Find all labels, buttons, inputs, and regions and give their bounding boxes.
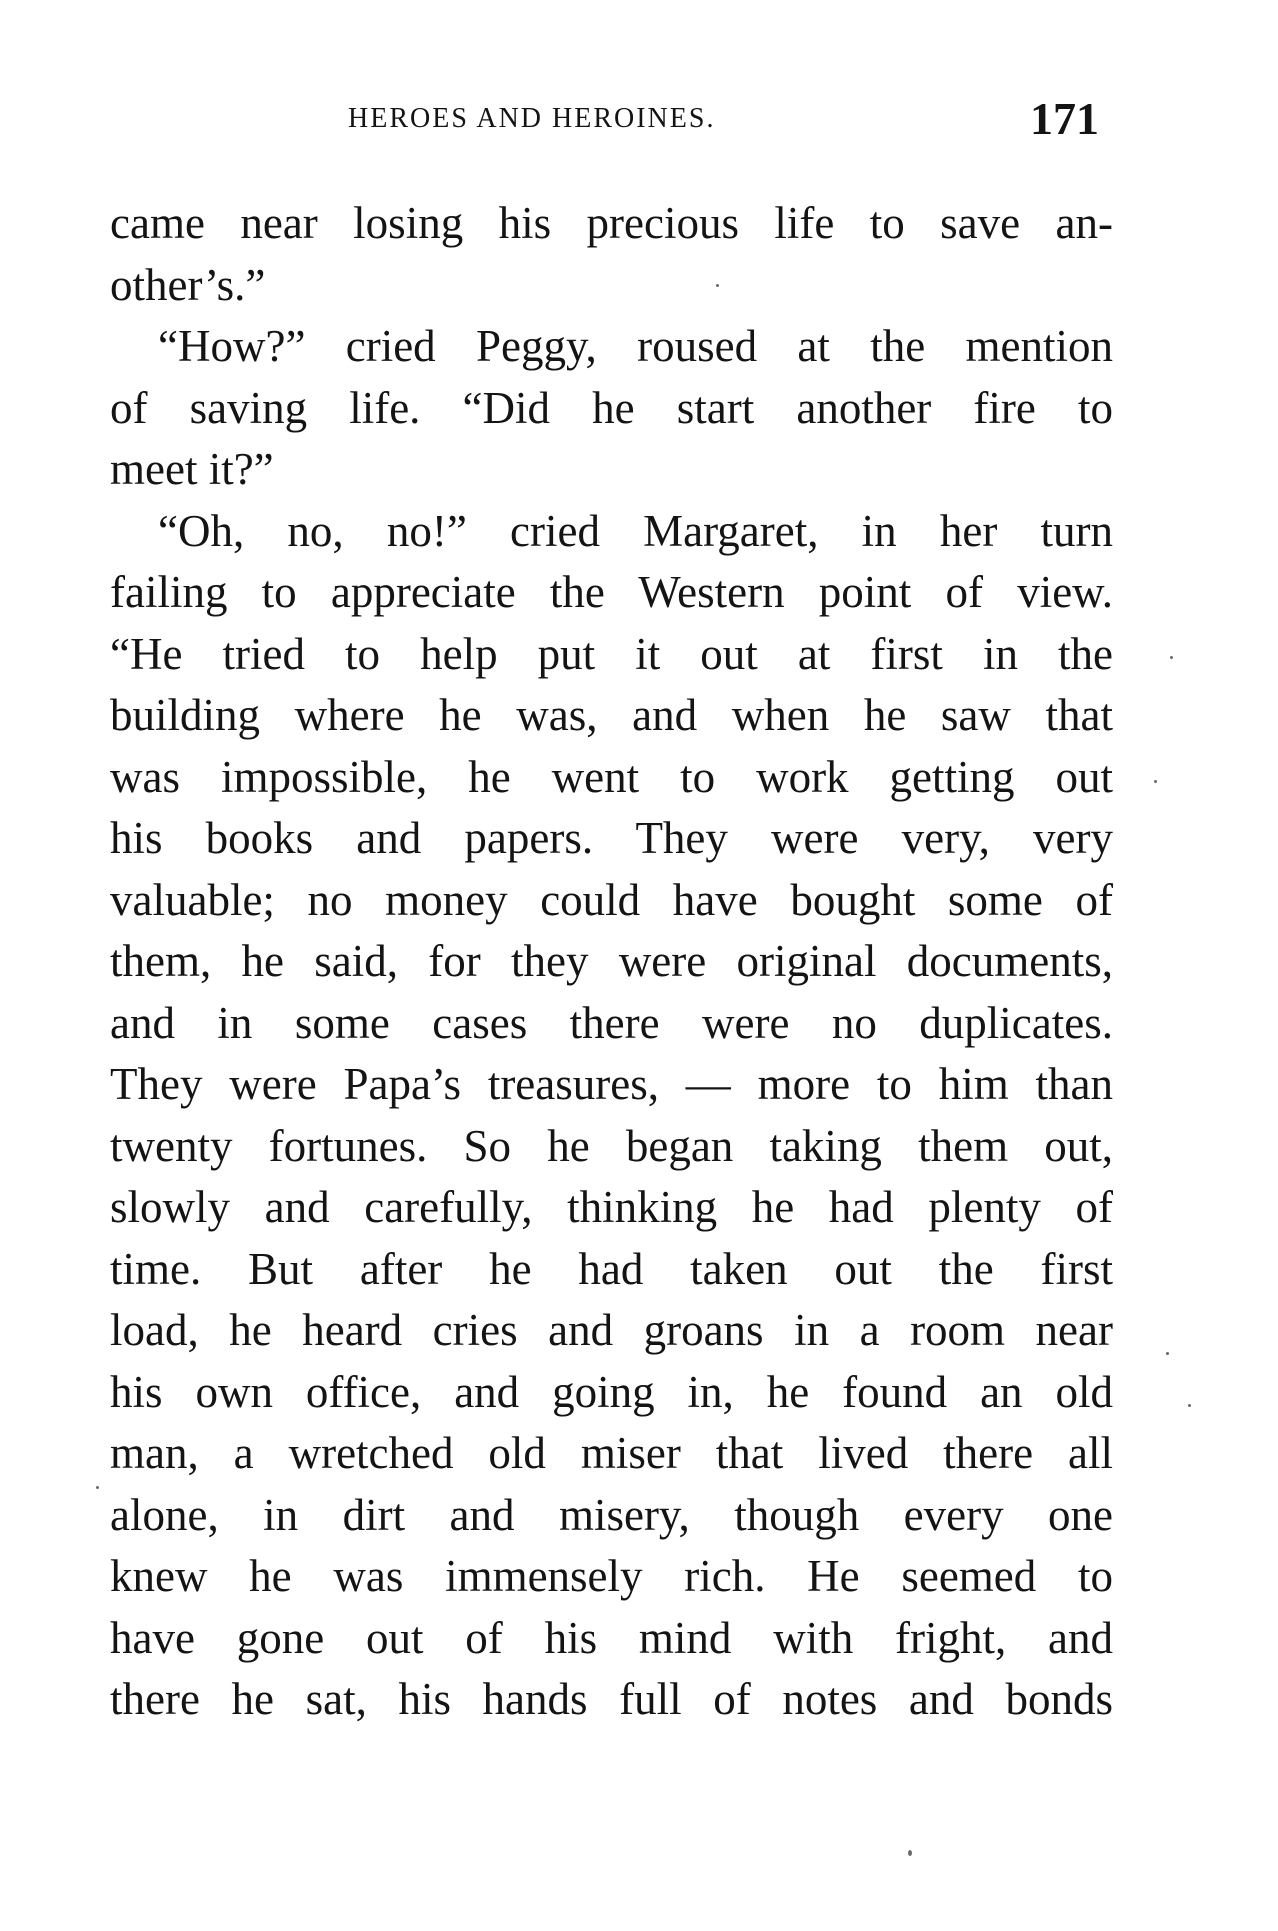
text-line: man, a wretched old miser that lived there all: [110, 1428, 1113, 1478]
text-line: his books and papers. They were very, very: [110, 813, 1113, 863]
text-line: have gone out of his mind with fright, and: [110, 1612, 1113, 1663]
text-line: there he sat, his hands full of notes and bonds: [110, 1674, 1113, 1724]
text-line: building where he was, and when he saw that: [110, 690, 1113, 740]
text-line: “How?” cried Peggy, roused at the mention: [158, 321, 1113, 371]
text-line: of saving life. “Did he start another fire to: [110, 382, 1113, 433]
text-line: load, he heard cries and groans in a room near: [110, 1305, 1113, 1355]
body-text: [110, 193, 1113, 1731]
text-line: his own office, and going in, he found an old: [110, 1366, 1113, 1417]
paper-speck: [908, 1850, 912, 1856]
text-line: was impossible, he went to work getting out: [110, 751, 1113, 802]
text-line: slowly and carefully, thinking he had plenty of: [110, 1182, 1113, 1232]
text-line: “Oh, no, no!” cried Margaret, in her turn: [158, 505, 1113, 556]
text-line: valuable; no money could have bought some of: [110, 874, 1113, 925]
text-line: alone, in dirt and misery, though every one: [110, 1489, 1113, 1540]
paper-speck: [96, 1486, 99, 1489]
text-line: came near losing his precious life to save an-: [110, 198, 1113, 248]
text-line: twenty fortunes. So he began taking them out,: [110, 1120, 1113, 1171]
text-line: “He tried to help put it out at first in the: [110, 628, 1113, 679]
paper-speck: [1154, 780, 1157, 783]
page-number: 171: [1030, 93, 1099, 144]
text-line: other’s.”: [110, 259, 266, 310]
paper-speck: [1170, 656, 1173, 659]
text-line: They were Papa’s treasures, — more to him than: [110, 1059, 1113, 1109]
text-line: and in some cases there were no duplicates.: [110, 997, 1113, 1048]
text-line: meet it?”: [110, 444, 274, 494]
text-line: knew he was immensely rich. He seemed to: [110, 1551, 1113, 1601]
text-line: failing to appreciate the Western point of view.: [110, 567, 1113, 617]
paper-speck: [1166, 1352, 1169, 1355]
running-head: HEROES AND HEROINES.: [348, 103, 716, 134]
text-line: them, he said, for they were original documents,: [110, 936, 1113, 986]
text-line: time. But after he had taken out the first: [110, 1243, 1113, 1294]
paper-speck: [716, 284, 719, 287]
paper-speck: [1188, 1404, 1191, 1407]
